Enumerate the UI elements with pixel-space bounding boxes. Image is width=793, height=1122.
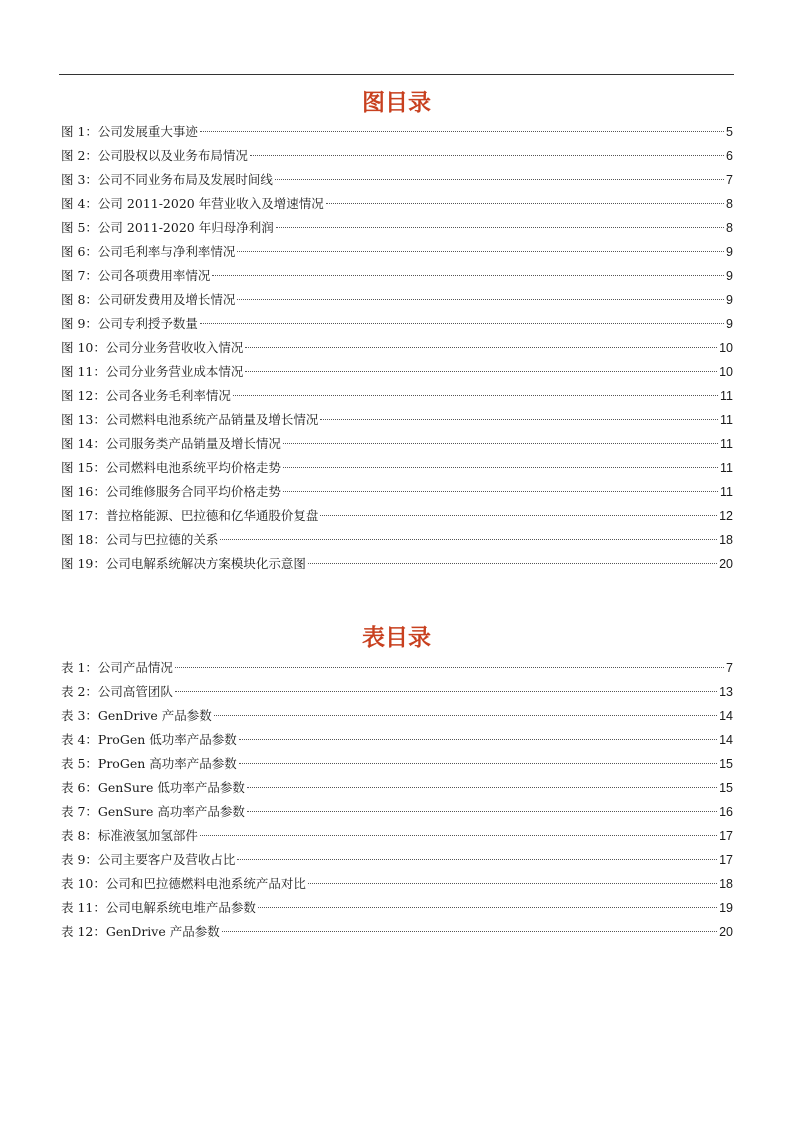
- table-entry-label: 表 4：ProGen 低功率产品参数: [61, 732, 237, 747]
- table-entry[interactable]: [61, 704, 733, 728]
- dot-leader: [239, 739, 717, 740]
- figure-entry-page-number: 11: [720, 413, 733, 427]
- table-entry[interactable]: [61, 728, 733, 752]
- figure-entry-label: 图 17：普拉格能源、巴拉德和亿华通股价复盘: [61, 508, 319, 523]
- figure-entry-page-number: 11: [720, 461, 733, 475]
- table-list-title: 表目录: [362, 625, 431, 651]
- figure-entry-page-number: 12: [719, 509, 733, 523]
- table-entry[interactable]: [61, 848, 733, 872]
- figure-entry[interactable]: [61, 336, 733, 360]
- dot-leader: [283, 491, 718, 492]
- dot-leader: [275, 179, 724, 180]
- figure-entry-page-number: 11: [720, 389, 733, 403]
- figure-entry[interactable]: [61, 312, 733, 336]
- table-entry-label: 表 5：ProGen 高功率产品参数: [61, 756, 237, 771]
- table-entry-label: 表 7：GenSure 高功率产品参数: [61, 804, 245, 819]
- figure-entry[interactable]: [61, 552, 733, 576]
- dot-leader: [212, 275, 724, 276]
- table-entry-page-number: 14: [719, 733, 733, 747]
- figure-entry[interactable]: [61, 120, 733, 144]
- top-divider: [59, 74, 734, 75]
- table-entry-label: 表 9：公司主要客户及营收占比: [61, 852, 236, 867]
- dot-leader: [320, 515, 717, 516]
- dot-leader: [220, 539, 717, 540]
- table-entry-page-number: 14: [719, 709, 733, 723]
- figure-entry[interactable]: [61, 360, 733, 384]
- figure-entry[interactable]: [61, 216, 733, 240]
- figure-entry-label: 图 18：公司与巴拉德的关系: [61, 532, 219, 547]
- dot-leader: [276, 227, 724, 228]
- figure-entry-label: 图 12：公司各业务毛利率情况: [61, 388, 231, 403]
- figure-entry[interactable]: [61, 192, 733, 216]
- figure-entry[interactable]: [61, 480, 733, 504]
- figure-entry-label: 图 14：公司服务类产品销量及增长情况: [61, 436, 281, 451]
- figure-entry-page-number: 11: [720, 437, 733, 451]
- dot-leader: [175, 691, 717, 692]
- dot-leader: [247, 811, 717, 812]
- dot-leader: [308, 563, 717, 564]
- table-entry[interactable]: [61, 776, 733, 800]
- dot-leader: [233, 395, 718, 396]
- figure-entry-label: 图 5：公司 2011-2020 年归母净利润: [61, 220, 274, 235]
- figure-entry-label: 图 1：公司发展重大事迹: [61, 124, 198, 139]
- figure-entry[interactable]: [61, 264, 733, 288]
- dot-leader: [283, 443, 718, 444]
- figure-entry-label: 图 9：公司专利授予数量: [61, 316, 198, 331]
- table-entry-label: 表 1：公司产品情况: [61, 660, 173, 675]
- table-entry-page-number: 16: [719, 805, 733, 819]
- figure-entry-label: 图 11：公司分业务营业成本情况: [61, 364, 244, 379]
- figure-entry[interactable]: [61, 384, 733, 408]
- figure-entry-label: 图 2：公司股权以及业务布局情况: [61, 148, 248, 163]
- table-list: [61, 656, 733, 944]
- figure-entry[interactable]: [61, 504, 733, 528]
- table-entry-label: 表 3：GenDrive 产品参数: [61, 708, 212, 723]
- figure-entry-page-number: 6: [726, 149, 733, 163]
- dot-leader: [247, 787, 717, 788]
- dot-leader: [283, 467, 718, 468]
- figure-entry-label: 图 6：公司毛利率与净利率情况: [61, 244, 236, 259]
- figure-entry[interactable]: [61, 456, 733, 480]
- dot-leader: [326, 203, 724, 204]
- table-entry-page-number: 19: [719, 901, 733, 915]
- table-entry-page-number: 18: [719, 877, 733, 891]
- dot-leader: [200, 131, 724, 132]
- table-entry[interactable]: [61, 656, 733, 680]
- table-entry[interactable]: [61, 824, 733, 848]
- figure-entry-label: 图 8：公司研发费用及增长情况: [61, 292, 236, 307]
- figure-entry-page-number: 9: [726, 293, 733, 307]
- table-entry[interactable]: [61, 872, 733, 896]
- table-entry-page-number: 13: [719, 685, 733, 699]
- figure-entry-page-number: 20: [719, 557, 733, 571]
- figure-entry[interactable]: [61, 408, 733, 432]
- figure-list: [61, 120, 733, 576]
- dot-leader: [237, 859, 717, 860]
- figure-entry-page-number: 9: [726, 269, 733, 283]
- table-entry-label: 表 12：GenDrive 产品参数: [61, 924, 220, 939]
- dot-leader: [245, 347, 717, 348]
- table-entry-label: 表 6：GenSure 低功率产品参数: [61, 780, 245, 795]
- figure-entry[interactable]: [61, 288, 733, 312]
- figure-entry-page-number: 11: [720, 485, 733, 499]
- dot-leader: [200, 835, 717, 836]
- table-entry-page-number: 20: [719, 925, 733, 939]
- figure-entry-label: 图 13：公司燃料电池系统产品销量及增长情况: [61, 412, 319, 427]
- dot-leader: [320, 419, 718, 420]
- figure-entry-label: 图 7：公司各项费用率情况: [61, 268, 211, 283]
- dot-leader: [239, 763, 717, 764]
- table-entry-page-number: 17: [719, 853, 733, 867]
- figure-entry-label: 图 19：公司电解系统解决方案模块化示意图: [61, 556, 306, 571]
- table-entry[interactable]: [61, 680, 733, 704]
- table-entry[interactable]: [61, 800, 733, 824]
- figure-entry-label: 图 4：公司 2011-2020 年营业收入及增速情况: [61, 196, 324, 211]
- figure-entry-page-number: 10: [719, 365, 733, 379]
- figure-entry-page-number: 9: [726, 245, 733, 259]
- table-entry-page-number: 7: [726, 661, 733, 675]
- figure-entry-page-number: 10: [719, 341, 733, 355]
- table-entry-label: 表 10：公司和巴拉德燃料电池系统产品对比: [61, 876, 306, 891]
- figure-entry-label: 图 15：公司燃料电池系统平均价格走势: [61, 460, 281, 475]
- table-entry-page-number: 17: [719, 829, 733, 843]
- figure-entry-page-number: 8: [726, 221, 733, 235]
- figure-entry[interactable]: [61, 432, 733, 456]
- table-entry-label: 表 11：公司电解系统电堆产品参数: [61, 900, 256, 915]
- dot-leader: [214, 715, 717, 716]
- table-entry-label: 表 2：公司高管团队: [61, 684, 173, 699]
- figure-entry-page-number: 5: [726, 125, 733, 139]
- table-entry[interactable]: [61, 896, 733, 920]
- figure-entry-page-number: 8: [726, 197, 733, 211]
- dot-leader: [250, 155, 724, 156]
- figure-entry[interactable]: [61, 168, 733, 192]
- figure-entry-page-number: 7: [726, 173, 733, 187]
- figure-entry-page-number: 18: [719, 533, 733, 547]
- figure-entry[interactable]: [61, 144, 733, 168]
- dot-leader: [222, 931, 717, 932]
- dot-leader: [258, 907, 717, 908]
- dot-leader: [237, 299, 724, 300]
- dot-leader: [175, 667, 724, 668]
- dot-leader: [237, 251, 724, 252]
- table-entry-page-number: 15: [719, 781, 733, 795]
- figure-entry-page-number: 9: [726, 317, 733, 331]
- dot-leader: [200, 323, 724, 324]
- table-entry[interactable]: [61, 752, 733, 776]
- dot-leader: [308, 883, 717, 884]
- figure-entry-label: 图 3：公司不同业务布局及发展时间线: [61, 172, 273, 187]
- dot-leader: [245, 371, 717, 372]
- figure-list-title: 图目录: [362, 90, 431, 116]
- table-entry-label: 表 8：标准液氢加氢部件: [61, 828, 198, 843]
- figure-entry-label: 图 16：公司维修服务合同平均价格走势: [61, 484, 281, 499]
- figure-entry[interactable]: [61, 240, 733, 264]
- table-entry[interactable]: [61, 920, 733, 944]
- table-entry-page-number: 15: [719, 757, 733, 771]
- figure-entry[interactable]: [61, 528, 733, 552]
- figure-entry-label: 图 10：公司分业务营收收入情况: [61, 340, 244, 355]
